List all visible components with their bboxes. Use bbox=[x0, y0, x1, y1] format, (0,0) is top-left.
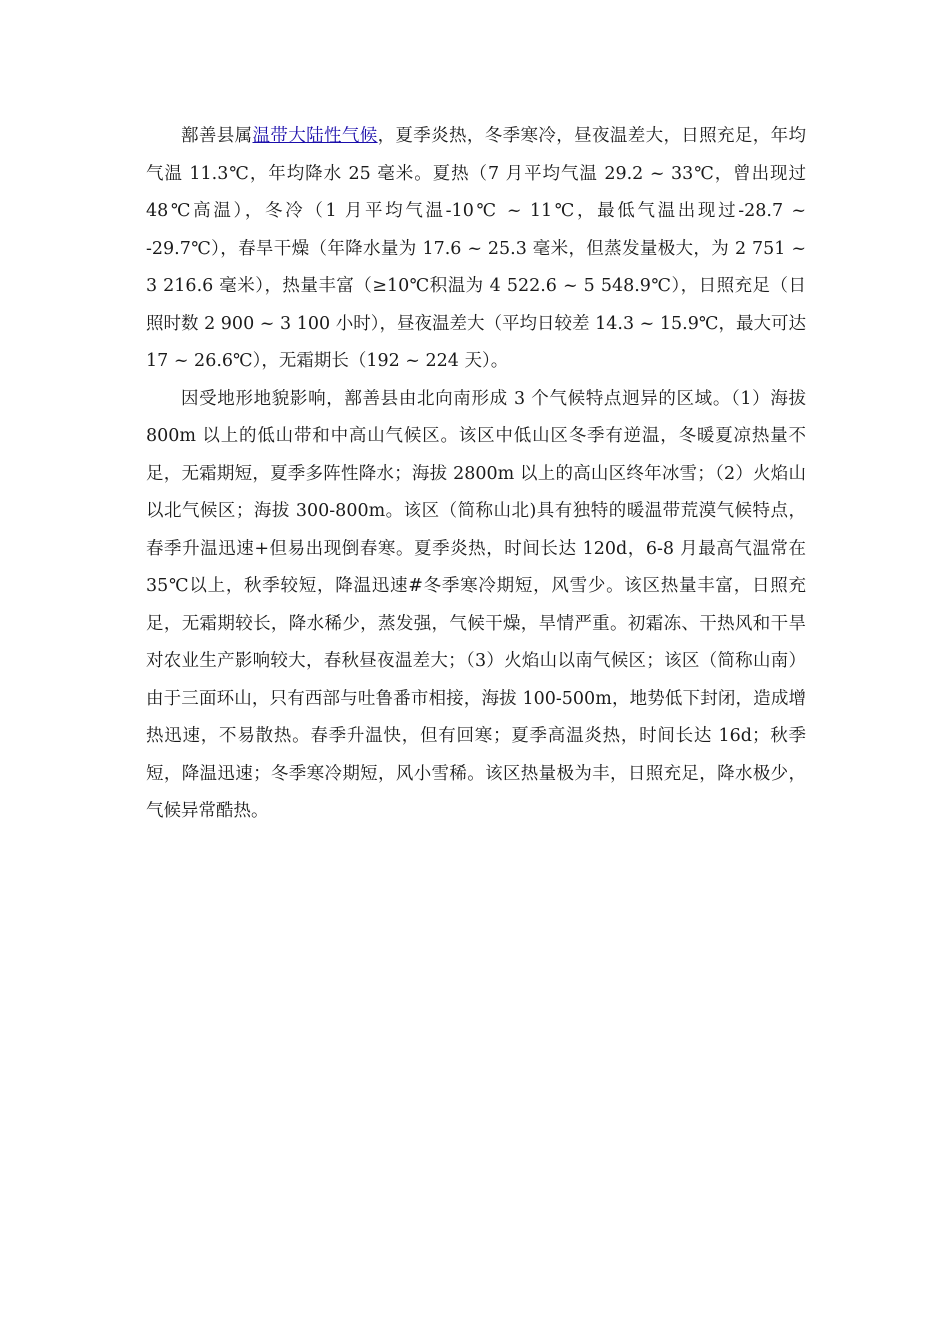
climate-type-link[interactable]: 温带大陆性气候 bbox=[252, 126, 378, 146]
paragraph-1-prefix: 鄯善县属 bbox=[181, 126, 253, 146]
paragraph-climate-zones: 因受地形地貌影响，鄯善县由北向南形成 3 个气候特点迥异的区域。（1）海拔 800m 以上的低山带和中高山气候区。该区中低山区冬季有逆温，冬暖夏凉热量不足，无霜期短，夏季多阵性降水；海拔 2800m 以上的高山区终年冰雪；（2）火焰山以北气候区；海拔 300-800m。该区（简称山北)具有独特的暖温带荒漠气候特点，春季升温迅速+但易出现倒春寒。夏季炎热，时间长达 120d，6-8 月最高气温常在 35℃以上，秋季较短，降温迅速#冬季寒冷期短，风雪少。该区热量丰富，日照充足，无霜期较长，降水稀少，蒸发强，气候干燥，旱情严重。初霜冻、干热风和干旱对农业生产影响较大，春秋昼夜温差大；（3）火焰山以南气候区；该区（简称山南）由于三面环山，只有西部与吐鲁番市相接，海拔 100-500m，地势低下封闭，造成增热迅速，不易散热。春季升温快，但有回寒；夏季高温炎热，时间长达 16d；秋季短，降温迅速；冬季寒冷期短，风小雪稀。该区热量极为丰，日照充足，降水极少，气候异常酷热。 bbox=[146, 388, 806, 821]
paragraph-1-text: ，夏季炎热，冬季寒冷，昼夜温差大，日照充足，年均气温 11.3℃，年均降水 25 毫米。夏热（7 月平均气温 29.2 ~ 33℃，曾出现过 48℃高温），冬冷（1 月平均气温-10℃ ~ 11℃，最低气温出现过-28.7 ~ -29.7℃），春旱干燥（年降水量为 17.6 ~ 25.3 毫米，但蒸发量极大，为 2 751 ~ 3 216.6 毫米），热量丰富（≥10℃积温为 4 522.6 ~ 5 548.9℃），日照充足（日照时数 2 900 ~ 3 100 小时），昼夜温差大（平均日较差 14.3 ~ 15.9℃，最大可达 17 ~ 26.6℃），无霜期长（192 ~ 224 天）。 bbox=[146, 126, 807, 371]
paragraph-climate-overview bbox=[146, 118, 806, 381]
document-body bbox=[146, 118, 806, 831]
